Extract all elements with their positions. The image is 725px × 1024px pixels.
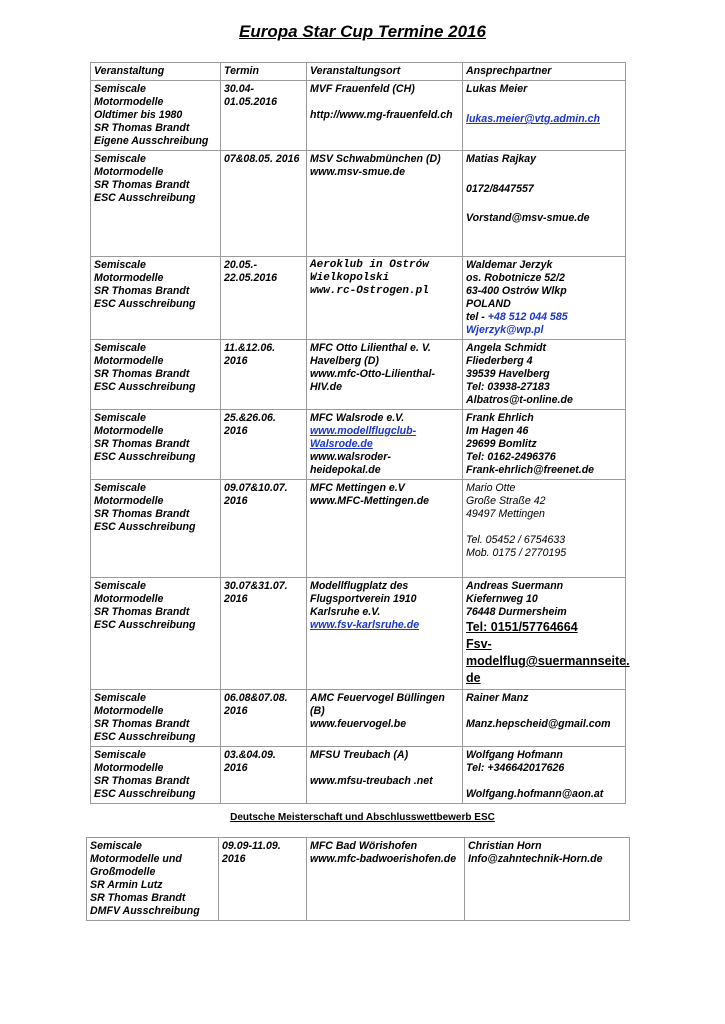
- table-header-row: [91, 63, 626, 81]
- table-row: [91, 151, 626, 257]
- contact-email[interactable]: Albatros@t-online.de: [466, 394, 573, 406]
- table-row: [91, 81, 626, 151]
- venue-website-link[interactable]: www.fsv-karlsruhe.de: [310, 619, 420, 631]
- contact-cell: Angela Schmidt Fliederberg 4 39539 Havelberg Tel: 03938-27183 Albatros@t-online.de: [463, 340, 626, 410]
- event-cell: Semiscale Motormodelle SR Thomas Brandt ESC Ausschreibung: [91, 257, 221, 340]
- venue-website[interactable]: www.feuervogel.be: [310, 718, 407, 730]
- date-cell: 06.08&07.08. 2016: [221, 690, 307, 747]
- event-cell: Semiscale Motormodelle Oldtimer bis 1980 SR Thomas Brandt Eigene Ausschreibung: [91, 81, 221, 151]
- venue-website[interactable]: www.mfsu-treubach .net: [310, 775, 433, 787]
- venue-cell: Modellflugplatz des Flugsportverein 1910 Karlsruhe e.V. www.fsv-karlsruhe.de: [307, 578, 463, 690]
- venue-cell: MFC Walsrode e.V. www.modellflugclub- Walsrode.de www.walsroder- heidepokal.de: [307, 410, 463, 480]
- contact-email-link[interactable]: lukas.meier@vtg.admin.ch: [466, 113, 600, 125]
- event-cell: Semiscale Motormodelle SR Thomas Brandt ESC Ausschreibung: [91, 690, 221, 747]
- date-cell: 11.&12.06. 2016: [221, 340, 307, 410]
- contact-cell: Matias Rajkay 0172/8447557 Vorstand@msv-smue.de: [463, 151, 626, 257]
- contact-cell: Frank Ehrlich Im Hagen 46 29699 Bomlitz Tel: 0162-2496376 Frank-ehrlich@freenet.de: [463, 410, 626, 480]
- event-cell: Semiscale Motormodelle SR Thomas Brandt ESC Ausschreibung: [91, 340, 221, 410]
- date-cell: 07&08.05. 2016: [221, 151, 307, 257]
- date-cell: 30.04- 01.05.2016: [221, 81, 307, 151]
- venue-cell: MVF Frauenfeld (CH) http://www.mg-frauenfeld.ch: [307, 81, 463, 151]
- venue-cell: MFC Otto Lilienthal e. V. Havelberg (D) www.mfc-Otto-Lilienthal- HIV.de: [307, 340, 463, 410]
- contact-phone: Tel: +346642017626: [466, 762, 565, 774]
- contact-mobile: Mob. 0175 / 2770195: [466, 547, 567, 559]
- contact-email[interactable]: Vorstand@msv-smue.de: [466, 212, 590, 224]
- table-row: [91, 578, 626, 690]
- date-cell: 30.07&31.07. 2016: [221, 578, 307, 690]
- event-cell: Semiscale Motormodelle und Großmodelle SR Armin Lutz SR Thomas Brandt DMFV Ausschreibung: [87, 838, 219, 921]
- venue-cell: MSV Schwabmünchen (D) www.msv-smue.de: [307, 151, 463, 257]
- table-row: [91, 410, 626, 480]
- contact-cell: Andreas Suermann Kiefernweg 10 76448 Durmersheim Tel: 0151/57764664 Fsv- modelflug@suermannseite. de: [463, 578, 626, 690]
- header-contact: Ansprechpartner: [463, 63, 626, 81]
- venue-website[interactable]: www.mfc-Otto-Lilienthal-: [310, 368, 435, 380]
- contact-cell: Christian Horn Info@zahntechnik-Horn.de: [465, 838, 630, 921]
- header-venue: Veranstaltungsort: [307, 63, 463, 81]
- page-title: Europa Star Cup Termine 2016: [239, 22, 486, 41]
- contact-phone: 0172/8447557: [466, 183, 534, 195]
- schedule-table: [90, 62, 630, 804]
- contact-email[interactable]: Wolfgang.hofmann@aon.at: [466, 788, 604, 800]
- table-row: [91, 480, 626, 578]
- header-date: Termin: [221, 63, 307, 81]
- table-row: [87, 838, 630, 921]
- event-cell: Semiscale Motormodelle SR Thomas Brandt ESC Ausschreibung: [91, 410, 221, 480]
- venue-website[interactable]: www.rc-Ostrogen.pl: [310, 285, 429, 297]
- venue-cell: MFC Bad Wörishofen www.mfc-badwoerishofen.de: [307, 838, 465, 921]
- section-heading: Deutsche Meisterschaft und Abschlusswettbewerb ESC: [230, 812, 495, 823]
- table-row: [91, 340, 626, 410]
- table-row: [91, 747, 626, 804]
- date-cell: 09.09-11.09. 2016: [219, 838, 307, 921]
- contact-email[interactable]: Info@zahntechnik-Horn.de: [468, 853, 603, 865]
- date-cell: 20.05.- 22.05.2016: [221, 257, 307, 340]
- venue-cell: Aeroklub in Ostrów Wielkopolski www.rc-Ostrogen.pl: [307, 257, 463, 340]
- contact-phone: Tel. 05452 / 6754633: [466, 534, 566, 546]
- venue-website[interactable]: http://www.mg-frauenfeld.ch: [310, 109, 453, 121]
- venue-website[interactable]: www.mfc-badwoerishofen.de: [310, 853, 457, 865]
- table-row: [91, 257, 626, 340]
- contact-cell: Rainer Manz Manz.hepscheid@gmail.com: [463, 690, 626, 747]
- header-event: Veranstaltung: [91, 63, 221, 81]
- venue-cell: MFC Mettingen e.V www.MFC-Mettingen.de: [307, 480, 463, 578]
- contact-email[interactable]: Manz.hepscheid@gmail.com: [466, 718, 611, 730]
- contact-email[interactable]: Fsv-: [466, 637, 492, 651]
- contact-cell: Wolfgang Hofmann Tel: +346642017626 Wolfgang.hofmann@aon.at: [463, 747, 626, 804]
- venue-website[interactable]: www.msv-smue.de: [310, 166, 405, 178]
- contact-phone: tel - +48 512 044 585: [466, 311, 568, 323]
- event-cell: Semiscale Motormodelle SR Thomas Brandt ESC Ausschreibung: [91, 578, 221, 690]
- contact-phone[interactable]: Tel: 0151/57764664: [466, 620, 578, 634]
- venue-website[interactable]: www.walsroder-: [310, 451, 391, 463]
- event-cell: Semiscale Motormodelle SR Thomas Brandt ESC Ausschreibung: [91, 747, 221, 804]
- contact-email[interactable]: Frank-ehrlich@freenet.de: [466, 464, 595, 476]
- venue-website-link[interactable]: www.modellflugclub-: [310, 425, 417, 437]
- contact-cell: Mario Otte Große Straße 42 49497 Mettingen Tel. 05452 / 6754633 Mob. 0175 / 2770195: [463, 480, 626, 578]
- venue-website[interactable]: www.MFC-Mettingen.de: [310, 495, 430, 507]
- date-cell: 25.&26.06. 2016: [221, 410, 307, 480]
- event-cell: Semiscale Motormodelle SR Thomas Brandt ESC Ausschreibung: [91, 480, 221, 578]
- contact-cell: Lukas Meier lukas.meier@vtg.admin.ch: [463, 81, 626, 151]
- contact-email[interactable]: Wjerzyk@wp.pl: [466, 324, 544, 336]
- table-row: [91, 690, 626, 747]
- date-cell: 03.&04.09. 2016: [221, 747, 307, 804]
- event-cell: Semiscale Motormodelle SR Thomas Brandt ESC Ausschreibung: [91, 151, 221, 257]
- venue-cell: MFSU Treubach (A) www.mfsu-treubach .net: [307, 747, 463, 804]
- championship-table: [86, 837, 630, 921]
- venue-cell: AMC Feuervogel Büllingen (B) www.feuervogel.be: [307, 690, 463, 747]
- date-cell: 09.07&10.07. 2016: [221, 480, 307, 578]
- contact-cell: Waldemar Jerzyk os. Robotnicze 52/2 63-400 Ostrów Wlkp POLAND tel - +48 512 044 585 Wjerzyk@wp.pl: [463, 257, 626, 340]
